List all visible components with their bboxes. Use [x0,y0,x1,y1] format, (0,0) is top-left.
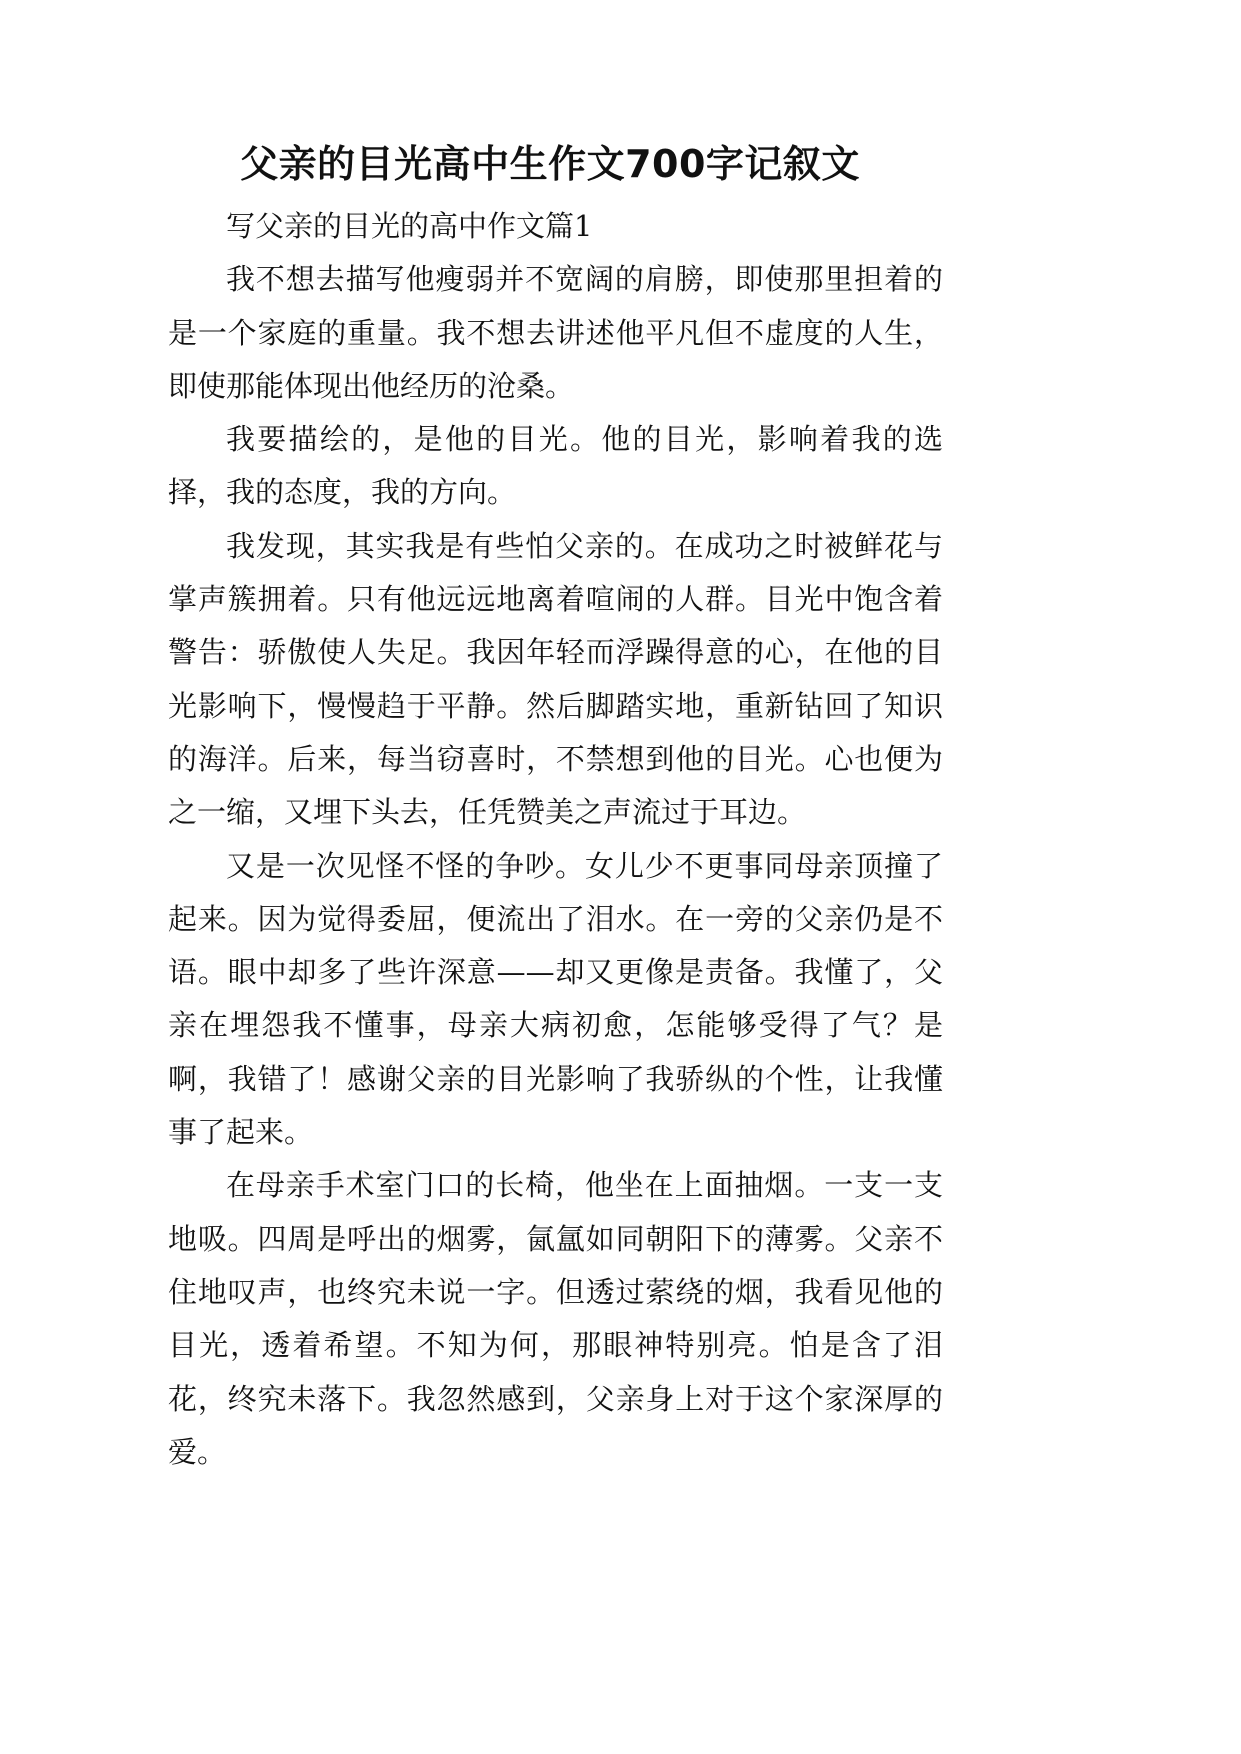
section-heading: 写父亲的目光的高中作文篇1 [226,209,593,243]
paragraph-3: 我发现，其实我是有些怕父亲的。在成功之时被鲜花与掌声簇拥着。只有他远远地离着喧闹的人群。目光中饱含着警告：骄傲使人失足。我因年轻而浮躁得意的心，在他的目光影响下，慢慢趋于平静。然后脚踏实地，重新钻回了知识的海洋。后来，每当窃喜时，不禁想到他的目光。心也便为之一缩，又埋下头去，任凭赞美之声流过于耳边。 [168,528,943,830]
paragraph-1: 我不想去描写他瘦弱并不宽阔的肩膀，即使那里担着的是一个家庭的重量。我不想去讲述他平凡但不虚度的人生，即使那能体现出他经历的沧桑。 [168,262,943,403]
paragraph-2: 我要描绘的，是他的目光。他的目光，影响着我的选择，我的态度，我的方向。 [168,422,943,510]
paragraph-4: 又是一次见怪不怪的争吵。女儿少不更事同母亲顶撞了起来。因为觉得委屈，便流出了泪水。在一旁的父亲仍是不语。眼中却多了些许深意——却又更像是责备。我懂了，父亲在埋怨我不懂事，母亲大病初愈，怎能够受得了气？是啊，我错了！感谢父亲的目光影响了我骄纵的个性，让我懂事了起来。 [168,848,943,1150]
document-title: 父亲的目光高中生作文700字记叙文 [240,142,860,186]
paragraph-5: 在母亲手术室门口的长椅，他坐在上面抽烟。一支一支地吸。四周是呼出的烟雾，氤氲如同朝阳下的薄雾。父亲不住地叹声，也终究未说一字。但透过萦绕的烟，我看见他的目光，透着希望。不知为何，那眼神特别亮。怕是含了泪花，终究未落下。我忽然感到，父亲身上对于这个家深厚的爱。 [168,1168,943,1469]
document-body [168,200,943,1479]
